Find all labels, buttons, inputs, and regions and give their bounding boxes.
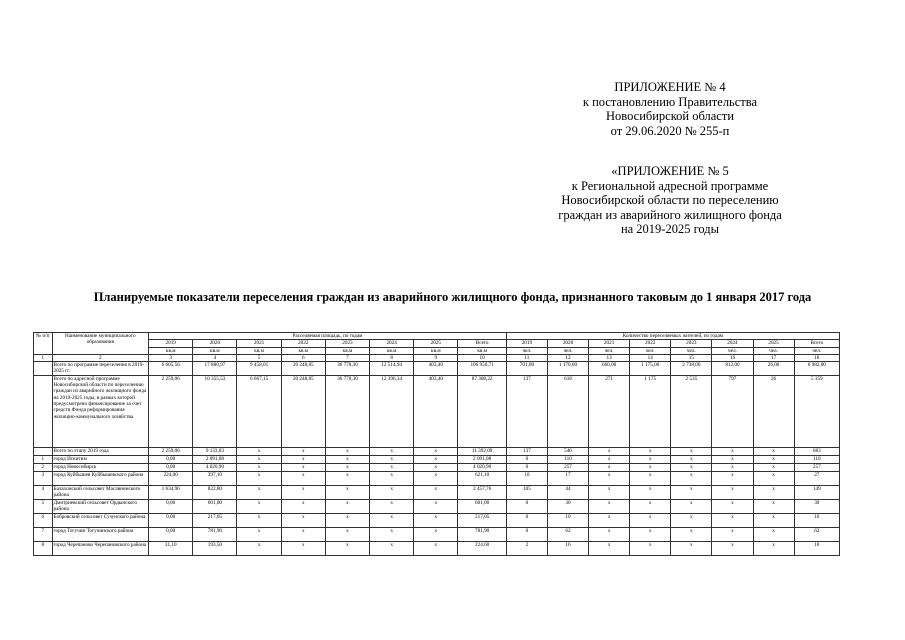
value-cell: 6 982,00	[794, 362, 839, 376]
value-cell: 224,00	[149, 471, 193, 485]
value-cell: 781,90	[458, 527, 506, 541]
value-cell: х	[630, 485, 671, 499]
value-cell: 403,40	[414, 375, 458, 447]
value-cell: х	[753, 463, 794, 471]
value-cell: 797	[712, 375, 753, 447]
table-row	[34, 447, 840, 455]
unit-header-cell: чел.	[630, 347, 671, 354]
value-cell: х	[281, 513, 325, 527]
value-cell: 822,80	[193, 485, 237, 499]
value-cell: х	[325, 485, 369, 499]
value-cell: х	[589, 541, 630, 555]
row-name-cell: Всего по программе переселения в 2019-2025 гг.	[52, 362, 149, 376]
value-cell: 4 020,90	[458, 463, 506, 471]
value-cell: 0	[506, 455, 547, 463]
value-cell: 1 634,96	[149, 485, 193, 499]
column-number-cell: 18	[794, 354, 839, 361]
row-number-cell: 3	[34, 471, 53, 485]
value-cell: 2 457,76	[458, 485, 506, 499]
year-header-cell: 2024	[712, 340, 753, 347]
value-cell: 17 880,97	[193, 362, 237, 376]
people-group-header: Количество переселяемых жителей, по годам	[506, 333, 839, 340]
value-cell: х	[712, 447, 753, 455]
value-cell: 2 259,06	[149, 447, 193, 455]
value-cell: 217,05	[458, 513, 506, 527]
value-cell: 621,10	[458, 471, 506, 485]
table-row	[34, 471, 840, 485]
value-cell: 31,10	[149, 541, 193, 555]
value-cell: 0	[506, 463, 547, 471]
unit-header-cell: кв.м	[149, 347, 193, 354]
value-cell: 36 778,30	[325, 362, 369, 376]
table-row	[34, 375, 840, 447]
value-cell: 110	[794, 455, 839, 463]
value-cell: х	[630, 527, 671, 541]
value-cell: 149	[794, 485, 839, 499]
value-cell: 11 392,09	[458, 447, 506, 455]
value-cell: 0	[506, 527, 547, 541]
value-cell: 4 020,90	[193, 463, 237, 471]
value-cell: х	[370, 527, 414, 541]
value-cell: х	[630, 541, 671, 555]
value-cell: 44	[547, 485, 588, 499]
value-cell: 2 091,08	[458, 455, 506, 463]
program-line: «ПРИЛОЖЕНИЕ № 5	[611, 164, 729, 178]
value-cell: 87 308,22	[458, 375, 506, 447]
year-header-cell: 2022	[281, 340, 325, 347]
value-cell: 257	[547, 463, 588, 471]
value-cell: х	[414, 513, 458, 527]
value-cell: х	[589, 447, 630, 455]
value-cell: 105	[506, 485, 547, 499]
value-cell: 10	[506, 471, 547, 485]
value-cell: х	[712, 455, 753, 463]
column-number-cell: 6	[281, 354, 325, 361]
year-header-cell: 2021	[237, 340, 281, 347]
value-cell: 62	[547, 527, 588, 541]
row-number-cell: 5	[34, 499, 53, 513]
value-cell: х	[630, 513, 671, 527]
column-numbers-row	[34, 354, 840, 361]
value-cell: х	[753, 447, 794, 455]
value-cell: х	[237, 499, 281, 513]
year-header-cell: 2023	[671, 340, 712, 347]
years-header-row	[34, 340, 840, 347]
row-number-cell: 6	[34, 513, 53, 527]
value-cell: 2 738,00	[671, 362, 712, 376]
value-cell: 62	[794, 527, 839, 541]
value-cell: 0,00	[149, 463, 193, 471]
value-cell: х	[589, 471, 630, 485]
value-cell: 106 950,71	[458, 362, 506, 376]
value-cell: х	[325, 541, 369, 555]
row-name-cell: Дмитриевский сельсовет Ордынского района	[52, 499, 149, 513]
row-number-cell	[34, 375, 53, 447]
value-cell: 17	[547, 471, 588, 485]
col-name-header: Наименование муниципального образования	[52, 333, 149, 355]
value-cell: х	[589, 485, 630, 499]
row-name-cell: Всего по адресной программе Новосибирской области по переселению граждан из аварийного жилищного фонда на 2019-2025 годы, в рамках которой предусмотрено финансирование за счет средств Фонда реформирования жилищно-коммунального хозяйства	[52, 375, 149, 447]
value-cell: 397,10	[193, 471, 237, 485]
value-cell: 2 259,06	[149, 375, 193, 447]
year-header-cell: Всего	[794, 340, 839, 347]
value-cell: х	[712, 463, 753, 471]
column-number-cell: 7	[325, 354, 369, 361]
value-cell: х	[712, 541, 753, 555]
value-cell: х	[753, 513, 794, 527]
value-cell: х	[281, 455, 325, 463]
value-cell: х	[589, 463, 630, 471]
column-number-cell: 15	[671, 354, 712, 361]
value-cell: х	[281, 471, 325, 485]
value-cell: х	[630, 471, 671, 485]
units-header-row	[34, 347, 840, 354]
program-line: граждан из аварийного жилищного фонда	[558, 207, 782, 222]
value-cell: х	[414, 463, 458, 471]
year-header-cell: 2020	[193, 340, 237, 347]
column-number-cell: 9	[414, 354, 458, 361]
value-cell: 2	[506, 541, 547, 555]
value-cell: х	[281, 485, 325, 499]
value-cell: 137	[506, 375, 547, 447]
value-cell: х	[325, 447, 369, 455]
table-row	[34, 485, 840, 499]
value-cell: 781,90	[193, 527, 237, 541]
row-number-cell: 2	[34, 463, 53, 471]
table-row	[34, 527, 840, 541]
value-cell: х	[370, 447, 414, 455]
year-header-cell: 2019	[506, 340, 547, 347]
value-cell: 193,50	[193, 541, 237, 555]
value-cell: х	[370, 471, 414, 485]
unit-header-cell: кв.м	[414, 347, 458, 354]
unit-header-cell: чел.	[753, 347, 794, 354]
program-appendix-header	[540, 164, 800, 237]
appendix-header	[540, 80, 800, 138]
value-cell: 1 175,00	[630, 362, 671, 376]
value-cell: х	[589, 527, 630, 541]
value-cell: х	[281, 447, 325, 455]
area-group-header: Расселяемая площадь, по годам	[149, 333, 507, 340]
year-header-cell: 2020	[547, 340, 588, 347]
appendix-line: к постановлению Правительства	[582, 94, 758, 109]
value-cell: х	[671, 455, 712, 463]
value-cell: х	[414, 471, 458, 485]
value-cell: х	[325, 463, 369, 471]
value-cell: 110	[547, 455, 588, 463]
value-cell: 30	[794, 499, 839, 513]
value-cell: х	[325, 527, 369, 541]
value-cell: х	[630, 463, 671, 471]
value-cell: 27	[794, 471, 839, 485]
value-cell: 601,00	[193, 499, 237, 513]
value-cell: х	[370, 541, 414, 555]
value-cell: х	[589, 455, 630, 463]
value-cell: 20 248,85	[281, 362, 325, 376]
value-cell: х	[237, 471, 281, 485]
value-cell: 26	[753, 375, 794, 447]
value-cell: 0,00	[149, 499, 193, 513]
value-cell: х	[237, 527, 281, 541]
value-cell: х	[753, 527, 794, 541]
unit-header-cell: чел.	[794, 347, 839, 354]
value-cell: х	[325, 455, 369, 463]
row-name-cell: город Черепаново Черепановского района	[52, 541, 149, 555]
value-cell: х	[630, 499, 671, 513]
value-cell: 0,00	[149, 513, 193, 527]
value-cell: х	[237, 447, 281, 455]
table-row	[34, 513, 840, 527]
value-cell: х	[671, 463, 712, 471]
value-cell: 6 667,15	[237, 375, 281, 447]
value-cell: 12 514,94	[370, 362, 414, 376]
value-cell: 0	[506, 499, 547, 513]
column-number-cell: 3	[149, 354, 193, 361]
value-cell: х	[712, 471, 753, 485]
program-line: к Региональной адресной программе	[571, 178, 769, 193]
value-cell: 2 535	[671, 375, 712, 447]
value-cell: х	[370, 499, 414, 513]
value-cell: 217,05	[193, 513, 237, 527]
value-cell: 660,00	[589, 362, 630, 376]
value-cell: х	[237, 541, 281, 555]
year-header-cell: 2025	[753, 340, 794, 347]
year-header-cell: 2019	[149, 340, 193, 347]
column-number-cell: 11	[506, 354, 547, 361]
value-cell: х	[414, 447, 458, 455]
program-line: на 2019-2025 годы	[620, 222, 720, 236]
value-cell: х	[370, 463, 414, 471]
value-cell: 5 359	[794, 375, 839, 447]
value-cell: х	[237, 455, 281, 463]
value-cell: х	[237, 463, 281, 471]
value-cell: х	[671, 527, 712, 541]
unit-header-cell: кв.м	[370, 347, 414, 354]
column-number-cell: 14	[630, 354, 671, 361]
value-cell: х	[753, 455, 794, 463]
value-cell: х	[753, 471, 794, 485]
unit-header-cell: чел.	[712, 347, 753, 354]
year-header-cell: Всего	[458, 340, 506, 347]
value-cell: х	[671, 499, 712, 513]
value-cell: х	[589, 513, 630, 527]
row-name-cell: Всего по этапу 2019 года	[52, 447, 149, 455]
row-name-cell: город Новосибирск	[52, 463, 149, 471]
unit-header-cell: чел.	[547, 347, 588, 354]
row-number-cell	[34, 362, 53, 376]
value-cell: х	[712, 499, 753, 513]
value-cell: х	[414, 499, 458, 513]
value-cell: 10	[794, 513, 839, 527]
value-cell: 26,00	[753, 362, 794, 376]
unit-header-cell: чел.	[506, 347, 547, 354]
value-cell: х	[712, 485, 753, 499]
unit-header-cell: чел.	[589, 347, 630, 354]
row-number-cell: 1	[34, 455, 53, 463]
value-cell: х	[414, 541, 458, 555]
value-cell: 701,00	[506, 362, 547, 376]
value-cell: 618	[547, 375, 588, 447]
table-row	[34, 455, 840, 463]
value-cell: х	[671, 447, 712, 455]
value-cell: 257	[794, 463, 839, 471]
value-cell: 0,00	[149, 527, 193, 541]
row-name-cell: город Искитим	[52, 455, 149, 463]
value-cell: 271	[589, 375, 630, 447]
value-cell: х	[753, 499, 794, 513]
column-number-cell: 16	[712, 354, 753, 361]
row-number-cell	[34, 447, 53, 455]
value-cell: 683	[794, 447, 839, 455]
value-cell: х	[281, 499, 325, 513]
program-line: Новосибирской области по переселению	[561, 193, 779, 207]
value-cell: 30	[547, 499, 588, 513]
value-cell: х	[753, 485, 794, 499]
value-cell: х	[237, 485, 281, 499]
appendix-line: ПРИЛОЖЕНИЕ № 4	[614, 80, 726, 94]
unit-header-cell: кв.м	[325, 347, 369, 354]
value-cell: х	[281, 463, 325, 471]
value-cell: х	[753, 541, 794, 555]
unit-header-cell: кв.м	[458, 347, 506, 354]
value-cell: 10 355,53	[193, 375, 237, 447]
unit-header-cell: кв.м	[237, 347, 281, 354]
resettlement-table	[33, 332, 840, 556]
appendix-line: от 29.06.2020 № 255-п	[610, 123, 730, 138]
column-number-cell: 8	[370, 354, 414, 361]
value-cell: 812,00	[712, 362, 753, 376]
column-number-cell: 13	[589, 354, 630, 361]
value-cell: 20 248,85	[281, 375, 325, 447]
row-name-cell: город Куйбышев Куйбышевского района	[52, 471, 149, 485]
value-cell: х	[414, 455, 458, 463]
value-cell: х	[671, 541, 712, 555]
value-cell: х	[414, 485, 458, 499]
unit-header-cell: кв.м	[193, 347, 237, 354]
column-number-cell: 12	[547, 354, 588, 361]
value-cell: 546	[547, 447, 588, 455]
value-cell: 10	[547, 513, 588, 527]
value-cell: 0,00	[149, 455, 193, 463]
row-name-cell: город Тогучин Тогучинского района	[52, 527, 149, 541]
col-num-header: № п/п	[34, 333, 53, 355]
value-cell: х	[325, 471, 369, 485]
value-cell: х	[671, 485, 712, 499]
year-header-cell: 2022	[630, 340, 671, 347]
value-cell: х	[630, 455, 671, 463]
year-header-cell: 2024	[370, 340, 414, 347]
value-cell: 224,60	[458, 541, 506, 555]
table-row	[34, 541, 840, 555]
value-cell: х	[370, 513, 414, 527]
value-cell: х	[671, 471, 712, 485]
value-cell: 6 665,56	[149, 362, 193, 376]
value-cell: х	[414, 527, 458, 541]
value-cell: х	[325, 499, 369, 513]
value-cell: х	[237, 513, 281, 527]
column-number-cell: 2	[52, 354, 149, 361]
value-cell: 0	[506, 513, 547, 527]
table-row	[34, 463, 840, 471]
value-cell: 1 170,00	[547, 362, 588, 376]
column-number-cell: 5	[237, 354, 281, 361]
year-header-cell: 2023	[325, 340, 369, 347]
year-header-cell: 2025	[414, 340, 458, 347]
column-number-cell: 10	[458, 354, 506, 361]
row-name-cell: Балахонский сельсовет Маслянинского района	[52, 485, 149, 499]
value-cell: х	[712, 527, 753, 541]
table-row	[34, 362, 840, 376]
value-cell: 2 091,08	[193, 455, 237, 463]
value-cell: х	[589, 499, 630, 513]
value-cell: х	[370, 455, 414, 463]
value-cell: 9 133,03	[193, 447, 237, 455]
row-name-cell: Бобровский сельсовет Сузунского района	[52, 513, 149, 527]
value-cell: 36 778,30	[325, 375, 369, 447]
value-cell: х	[325, 513, 369, 527]
table-row	[34, 499, 840, 513]
value-cell: х	[370, 485, 414, 499]
value-cell: 137	[506, 447, 547, 455]
unit-header-cell: кв.м	[281, 347, 325, 354]
appendix-line: Новосибирской области	[605, 109, 735, 123]
value-cell: х	[712, 513, 753, 527]
value-cell: х	[671, 513, 712, 527]
document-title: Планируемые показатели переселения граждан из аварийного жилищного фонда, признанного таковым до 1 января 2017 года	[93, 290, 812, 304]
value-cell: х	[281, 541, 325, 555]
value-cell: 9 458,01	[237, 362, 281, 376]
row-number-cell: 7	[34, 527, 53, 541]
value-cell: 18	[794, 541, 839, 555]
unit-header-cell: чел.	[671, 347, 712, 354]
value-cell: 403,40	[414, 362, 458, 376]
value-cell: х	[281, 527, 325, 541]
value-cell: 601,00	[458, 499, 506, 513]
value-cell: 1 175	[630, 375, 671, 447]
value-cell: х	[630, 447, 671, 455]
column-number-cell: 1	[34, 354, 53, 361]
row-number-cell: 8	[34, 541, 53, 555]
year-header-cell: 2021	[589, 340, 630, 347]
column-number-cell: 17	[753, 354, 794, 361]
column-number-cell: 4	[193, 354, 237, 361]
value-cell: 12 396,34	[370, 375, 414, 447]
value-cell: 16	[547, 541, 588, 555]
row-number-cell: 4	[34, 485, 53, 499]
